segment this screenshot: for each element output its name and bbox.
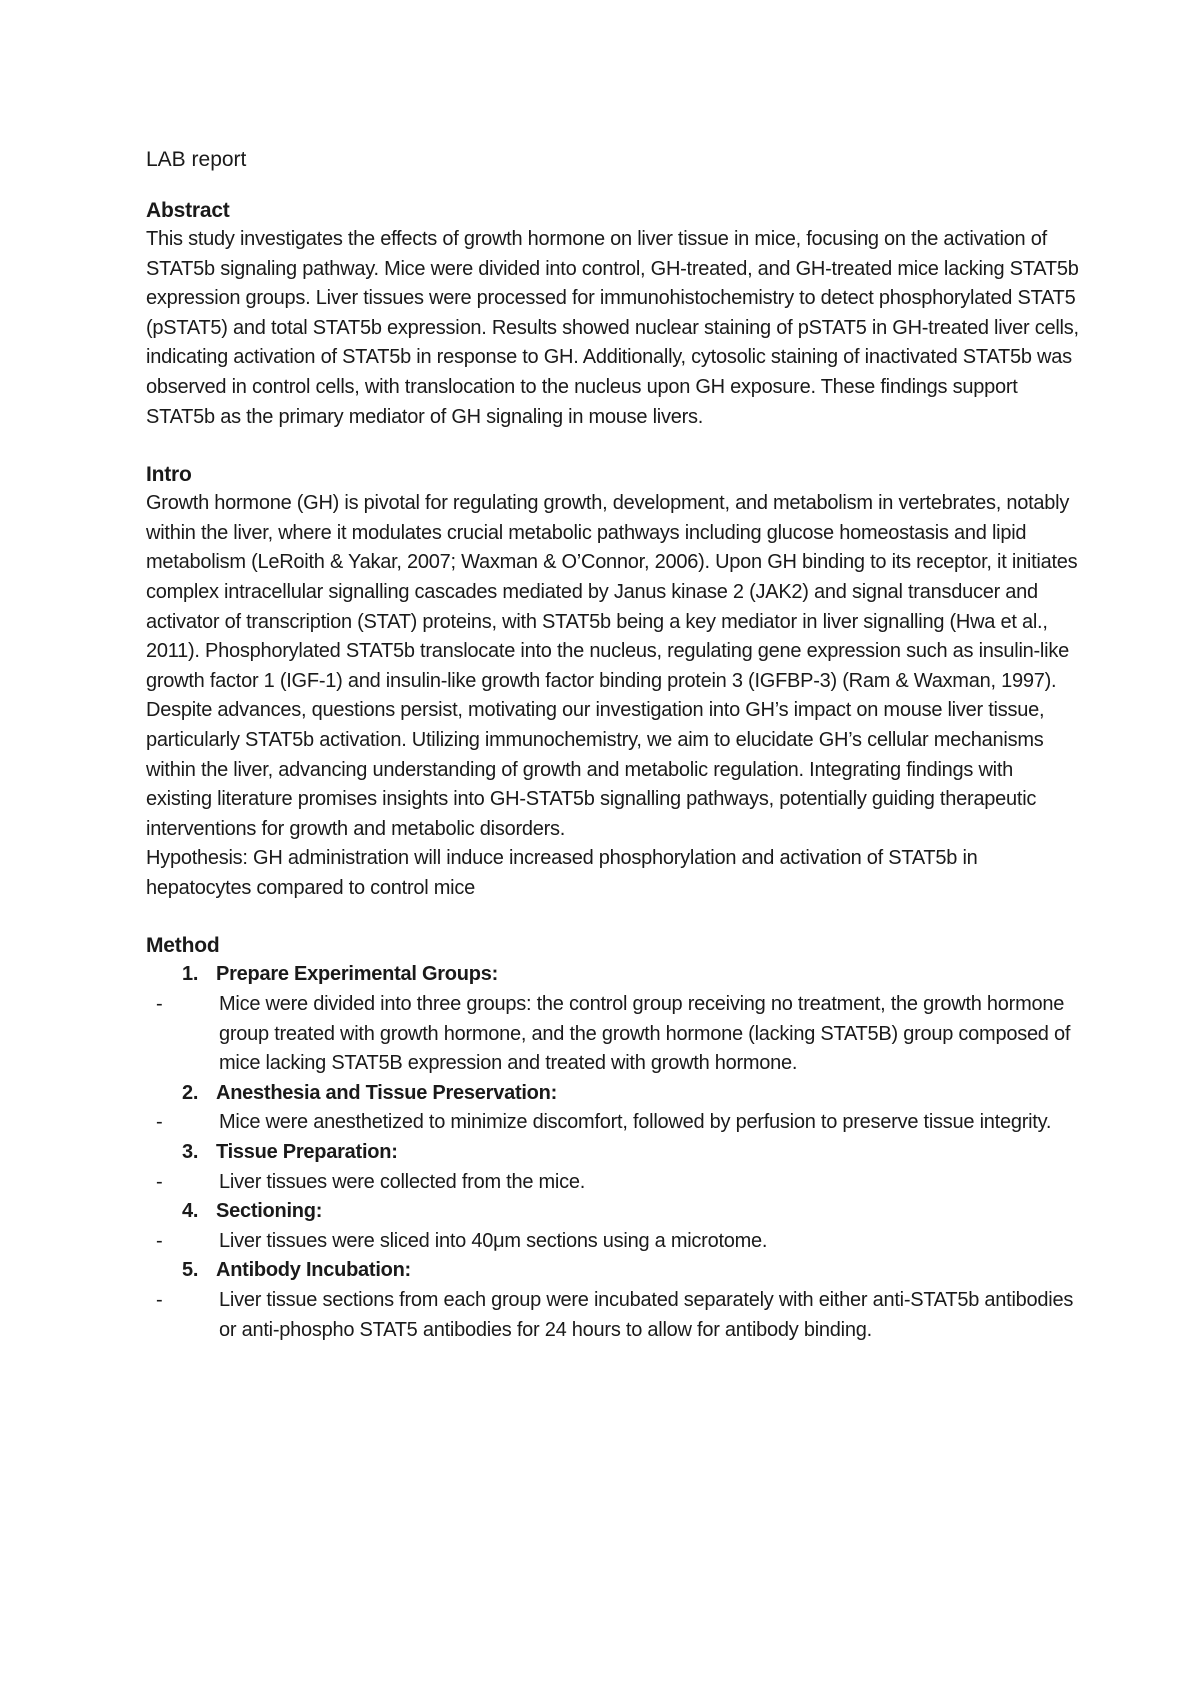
dash-bullet: -	[156, 1229, 163, 1252]
dash-bullet: -	[156, 1289, 163, 1311]
step-title-row	[146, 1138, 1080, 1168]
intro-section	[146, 460, 1080, 903]
intro-text: Growth hormone (GH) is pivotal for regulating growth, development, and metabolism in vertebrates, notably within the liver, where it modulates crucial metabolic pathways including glucose homeostasis and lipid metabolism (LeRoith & Yakar, 2007; Waxman & O’Connor, 2006). Upon GH binding to its receptor, it initiates complex intracellular signalling cascades mediated by Janus kinase 2 (JAK2) and signal transducer and activator of transcription (STAT) proteins, with STAT5b being a key mediator in liver signalling (Hwa et al., 2011). Phosphorylated STAT5b translocate into the nucleus, regulating gene expression such as insulin-like growth factor 1 (IGF-1) and insulin-like growth factor binding protein 3 (IGFBP-3) (Ram & Waxman, 1997). Despite advances, questions persist, motivating our investigation into GH’s impact on mouse liver tissue, particularly STAT5b activation. Utilizing immunochemistry, we aim to elucidate GH’s cellular mechanisms within the liver, advancing understanding of growth and metabolic regulation. Integrating findings with existing literature promises insights into GH-STAT5b signalling pathways, potentially guiding therapeutic interventions for growth and metabolic disorders.	[146, 492, 1078, 840]
dash-bullet: -	[156, 1170, 163, 1193]
abstract-text: This study investigates the effects of growth hormone on liver tissue in mice, focusing on the activation of STAT5b signaling pathway. Mice were divided into control, GH-treated, and GH-treated mice lacking STAT5b expression groups. Liver tissues were processed for immunohistochemistry to detect phosphorylated STAT5 (pSTAT5) and total STAT5b expression. Results showed nuclear staining of pSTAT5 in GH-treated liver cells, indicating activation of STAT5b in response to GH. Additionally, cytosolic staining of inactivated STAT5b was observed in control cells, with translocation to the nucleus upon GH exposure. These findings support STAT5b as the primary mediator of GH signaling in mouse livers.	[146, 228, 1079, 428]
step-detail-row	[146, 1286, 1080, 1345]
method-step	[146, 1197, 1080, 1256]
method-section	[146, 931, 1080, 1345]
hypothesis-text: Hypothesis: GH administration will induce increased phosphorylation and activation of STAT5b in hepatocytes compared to control mice	[146, 847, 978, 899]
method-step	[146, 1256, 1080, 1345]
step-title-row	[146, 1256, 1080, 1286]
step-title: Anesthesia and Tissue Preservation:	[216, 1081, 558, 1104]
abstract-section	[146, 196, 1080, 432]
dash-bullet: -	[156, 993, 163, 1016]
step-number: 2.	[182, 1081, 199, 1104]
step-title: Prepare Experimental Groups:	[216, 963, 498, 986]
step-detail: Mice were anesthetized to minimize discomfort, followed by perfusion to preserve tissue integrity.	[219, 1111, 1052, 1134]
method-heading: Method	[146, 934, 220, 958]
step-detail-row	[146, 1108, 1080, 1138]
step-title-row	[146, 960, 1080, 990]
step-title: Sectioning:	[216, 1200, 323, 1223]
step-number: 5.	[182, 1259, 199, 1282]
step-title-row	[146, 1079, 1080, 1109]
step-detail-row	[146, 1227, 1080, 1257]
step-detail-row	[146, 1168, 1080, 1198]
step-detail: Liver tissues were collected from the mice.	[219, 1170, 586, 1193]
step-detail: Liver tissues were sliced into 40μm sections using a microtome.	[219, 1229, 768, 1252]
method-step	[146, 960, 1080, 1078]
step-title-row	[146, 1197, 1080, 1227]
method-step	[146, 1079, 1080, 1138]
dash-bullet: -	[156, 1111, 163, 1134]
method-step	[146, 1138, 1080, 1197]
step-number: 4.	[182, 1200, 199, 1223]
step-title: Antibody Incubation:	[216, 1259, 411, 1282]
method-steps-list	[146, 960, 1080, 1345]
intro-heading: Intro	[146, 463, 192, 487]
abstract-heading: Abstract	[146, 199, 230, 222]
step-detail-row	[146, 990, 1080, 1079]
step-title: Tissue Preparation:	[216, 1141, 398, 1164]
step-number: 3.	[182, 1141, 199, 1164]
step-detail: Mice were divided into three groups: the control group receiving no treatment, the growth hormone group treated with growth hormone, and the growth hormone (lacking STAT5B) group composed of mice lacking STAT5B expression and treated with growth hormone.	[219, 993, 1071, 1075]
step-detail: Liver tissue sections from each group were incubated separately with either anti-STAT5b antibodies or anti-phospho STAT5 antibodies for 24 hours to allow for antibody binding.	[219, 1289, 1074, 1341]
document-title: LAB report	[146, 148, 247, 171]
step-number: 1.	[182, 963, 199, 986]
